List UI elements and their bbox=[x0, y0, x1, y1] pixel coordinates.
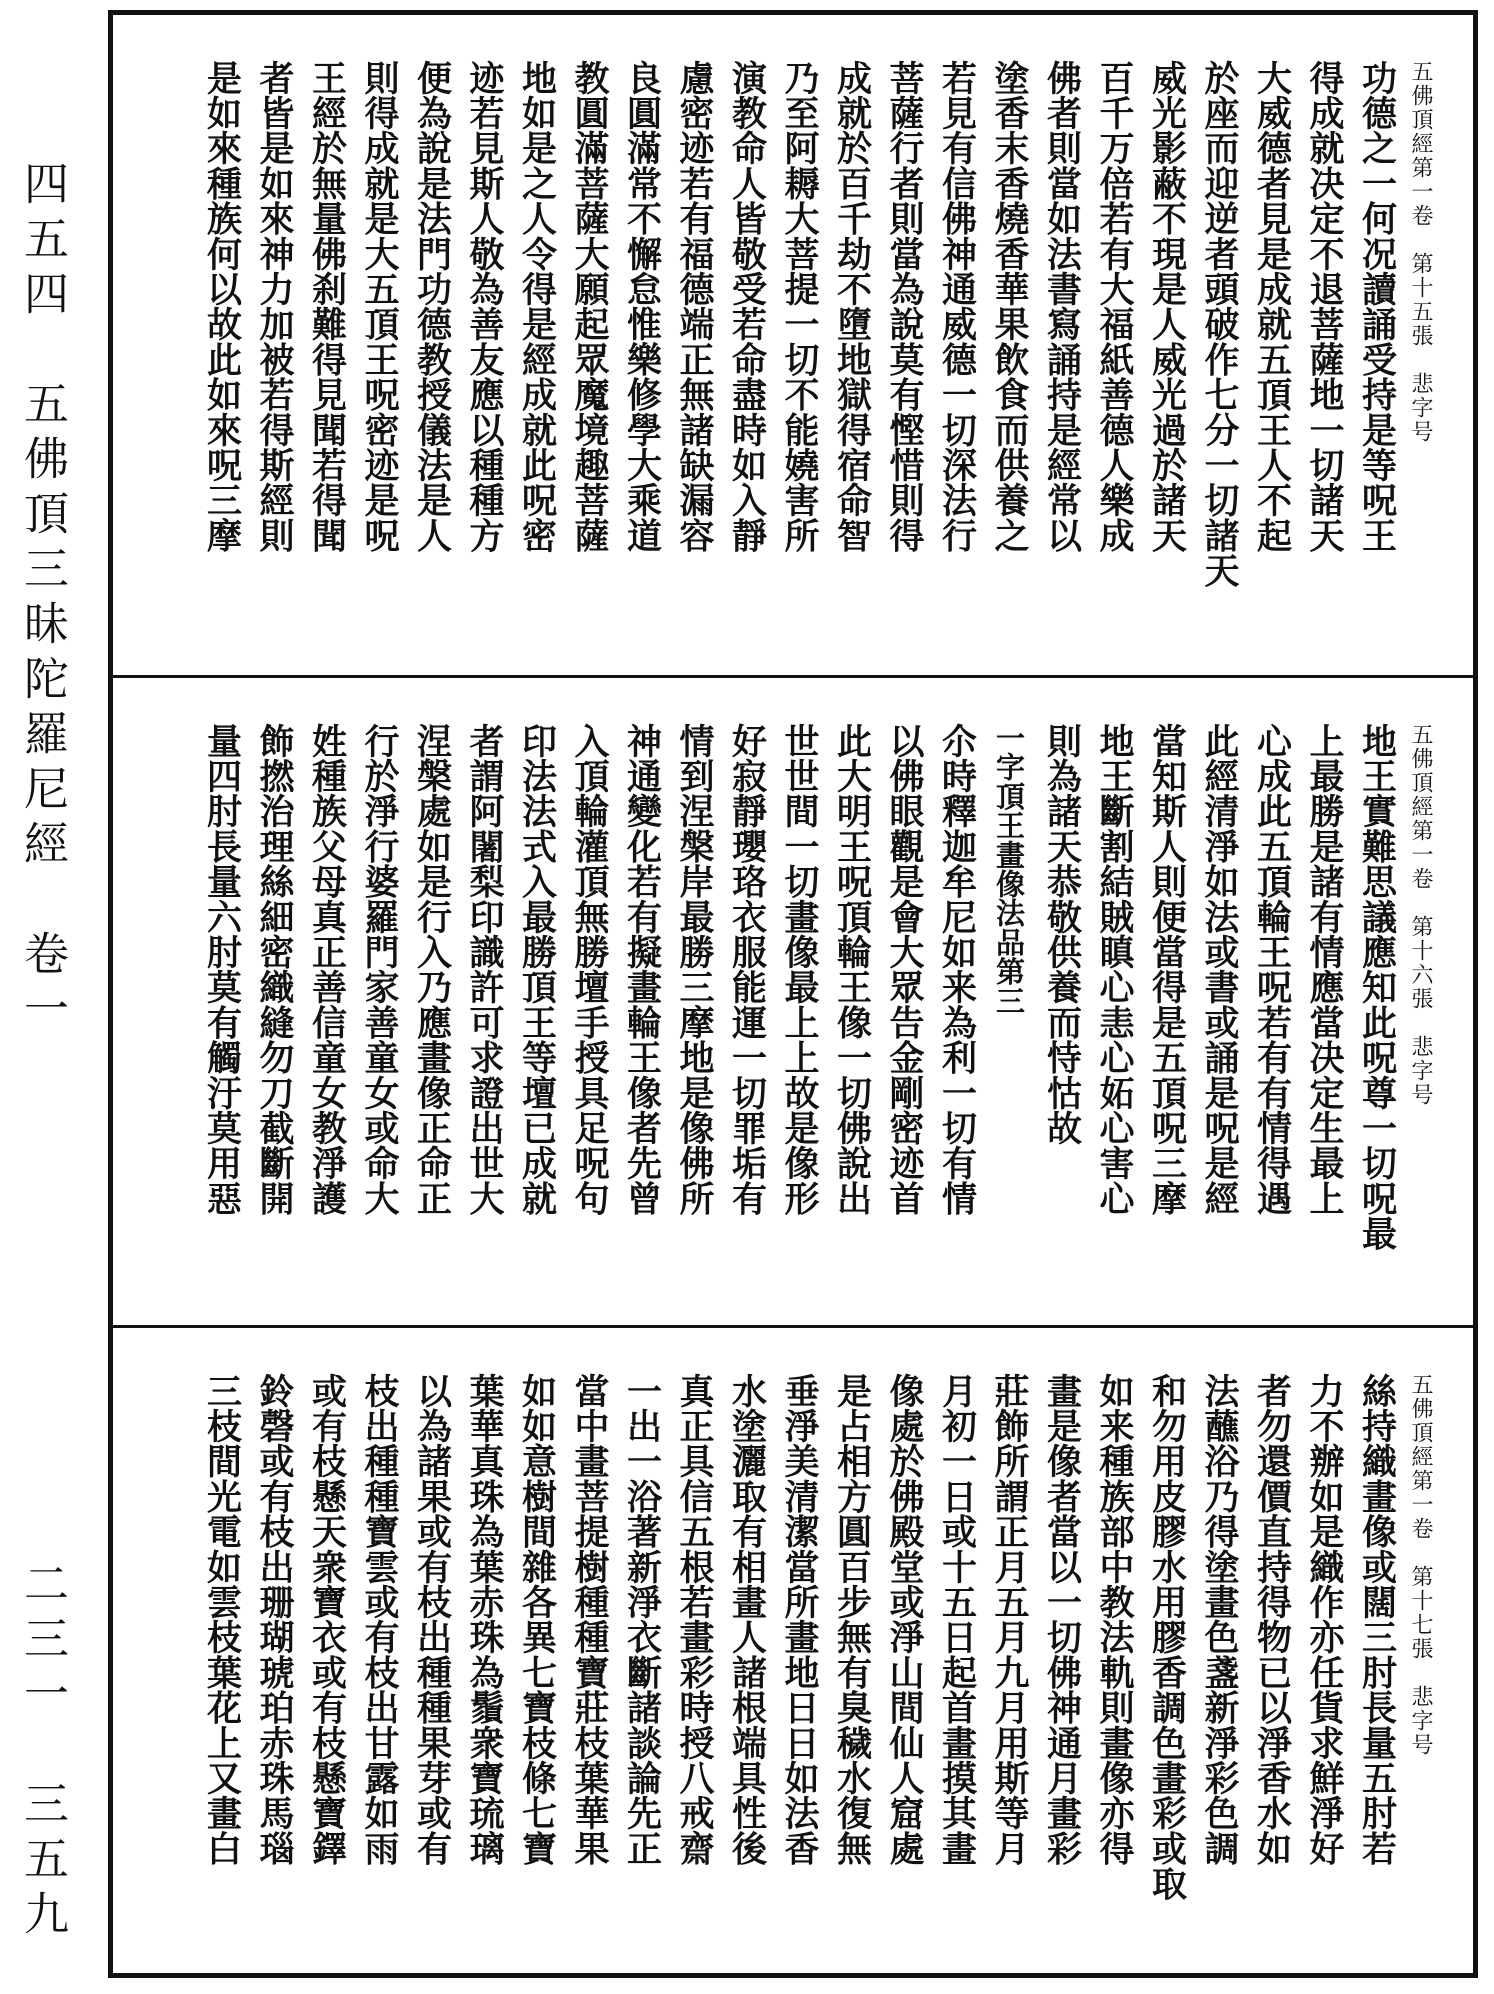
text-column: 葉華真珠為葉赤珠為鬚衆寶琉璃 bbox=[464, 1373, 505, 1866]
text-column: 教圓滿菩薩大願起眾魔境趣菩薩 bbox=[569, 60, 610, 553]
text-column: 地王斷割結賊瞋心恚心妬心害心 bbox=[1094, 723, 1135, 1216]
text-column: 便為說是法門功德教授儀法是人 bbox=[411, 60, 453, 553]
text-column: 則為諸天恭敬供養而恃怙故 bbox=[1041, 723, 1083, 1146]
text-column: 真正具信五根若畫彩時授八戒齋 bbox=[674, 1373, 715, 1866]
text-column: 乃至阿耨大菩提一切不能嬈害所 bbox=[779, 60, 820, 553]
text-column: 絲持織畫像或闊三肘長量五肘若 bbox=[1356, 1373, 1398, 1866]
text-column: 或有枝懸天衆寶衣或有枝懸寶鐸 bbox=[306, 1373, 348, 1866]
register-3 bbox=[113, 1325, 1473, 1973]
text-column: 印法法式入最勝頂王等壇已成就 bbox=[516, 723, 558, 1216]
text-column: 塗香末香燒香華果飲食而供養之 bbox=[989, 60, 1030, 553]
text-column: 好寂靜瓔珞衣服能運一切罪垢有 bbox=[726, 723, 768, 1216]
text-column: 慮密迹若有福德端正無諸缺漏容 bbox=[674, 60, 715, 553]
text-column: 莊飾所謂正月五月九月用斯等月 bbox=[989, 1373, 1030, 1866]
text-column: 於座而迎逆者頭破作七分一切諸天 bbox=[1199, 60, 1240, 588]
margin-page-number: 二三一 三五九 bbox=[16, 1560, 69, 1945]
register-2 bbox=[113, 675, 1473, 1325]
text-column: 者勿還價直持得物已以淨香水如 bbox=[1251, 1373, 1293, 1866]
text-column: 水塗灑取有相畫人諸根端具性後 bbox=[726, 1373, 768, 1866]
text-column: 三枝間光電如雲枝葉花上又畫白 bbox=[201, 1373, 243, 1866]
text-column: 是占相方圓百步無有臭穢水復無 bbox=[831, 1373, 873, 1866]
text-column: 如来種族部中教法軌則畫像亦得 bbox=[1094, 1373, 1135, 1866]
text-column: 者謂阿闍梨印識許可求證出世大 bbox=[464, 723, 505, 1216]
margin-title: 四五四 五佛頂三昧陀羅尼經 卷一 bbox=[16, 160, 69, 1040]
text-column: 涅槃處如是行入乃應畫像正命正 bbox=[411, 723, 453, 1216]
text-column: 當知斯人則便當得是五頂呪三摩 bbox=[1146, 723, 1188, 1216]
register-1-columns bbox=[198, 60, 1436, 655]
text-column: 成就於百千劫不墮地獄得宿命智 bbox=[831, 60, 873, 553]
text-column: 百千万倍若有大福紙善德人樂成 bbox=[1094, 60, 1135, 553]
register-3-columns bbox=[198, 1373, 1436, 1953]
text-column: 王經於無量佛刹難得見聞若得聞 bbox=[306, 60, 348, 553]
text-column: 如如意樹間雜各異七寶枝條七寶 bbox=[516, 1373, 558, 1866]
text-column: 心成此五頂輪王呪若有有情得遇 bbox=[1251, 723, 1293, 1216]
text-column: 此大明王呪頂輪王像一切佛說出 bbox=[831, 723, 873, 1216]
text-column: 像處於佛殿堂或淨山間仙人窟處 bbox=[884, 1373, 925, 1866]
text-column: 入頂輪灌頂無勝壇手授具足呪句 bbox=[569, 723, 610, 1216]
text-column: 此經清淨如法或書或誦是呪是經 bbox=[1199, 723, 1240, 1216]
text-column: 飾撚治理絲細密織縫勿刀截斷開 bbox=[254, 723, 295, 1216]
text-column: 行於淨行婆羅門家善童女或命大 bbox=[359, 723, 400, 1216]
text-column: 枝出種種寶雲或有枝出甘露如雨 bbox=[359, 1373, 400, 1866]
text-column: 以佛眼觀是會大眾告金剛密迹首 bbox=[884, 723, 925, 1216]
register-1 bbox=[113, 15, 1473, 675]
text-column: 良圓滿常不懈怠惟樂修學大乘道 bbox=[621, 60, 663, 553]
text-column: 當中畫菩提樹種種寶莊枝葉華果 bbox=[569, 1373, 610, 1866]
text-column: 得成就决定不退菩薩地一切諸天 bbox=[1304, 60, 1345, 553]
text-column: 尒時釋迦牟尼如来為利一切有情 bbox=[936, 723, 978, 1216]
register-2-columns bbox=[198, 723, 1436, 1305]
page-note: 五佛頂經第一卷 第十七張 悲字号 bbox=[1408, 1373, 1433, 1757]
text-column: 和勿用皮膠水用膠香調色畫彩或取 bbox=[1146, 1373, 1188, 1901]
text-column: 地王實難思議應知此呪尊一切呪最 bbox=[1356, 723, 1398, 1251]
text-column: 威光影蔽不現是人威光過於諸天 bbox=[1146, 60, 1188, 553]
text-column: 若見有信佛神通威德一切深法行 bbox=[936, 60, 978, 553]
text-column: 鈴磬或有枝出珊瑚琥珀赤珠馬瑙 bbox=[254, 1373, 295, 1866]
text-column: 情到涅槃岸最勝三摩地是像佛所 bbox=[674, 723, 715, 1216]
text-column: 迹若見斯人敬為善友應以種種方 bbox=[464, 60, 505, 553]
text-column: 以為諸果或有枝出種種果芽或有 bbox=[411, 1373, 453, 1866]
text-column: 姓種族父母真正善信童女教淨護 bbox=[306, 723, 348, 1216]
text-column: 上最勝是諸有情應當决定生最上 bbox=[1304, 723, 1345, 1216]
text-column: 力不辦如是織作亦任貨求鮮淨好 bbox=[1304, 1373, 1345, 1866]
text-column: 垂淨美清潔當所畫地日日如法香 bbox=[779, 1373, 820, 1866]
text-column: 法蘸浴乃得塗畫色盞新淨彩色調 bbox=[1199, 1373, 1240, 1866]
text-column: 則得成就是大五頂王呪密迹是呪 bbox=[359, 60, 400, 553]
page-note: 五佛頂經第一卷 第十五張 悲字号 bbox=[1408, 60, 1433, 444]
text-column: 畫是像者當以一切佛神通月畫彩 bbox=[1041, 1373, 1083, 1866]
text-column: 地如是之人令得是經成就此呪密 bbox=[516, 60, 558, 553]
text-column: 月初一日或十五日起首畫摸其畫 bbox=[936, 1373, 978, 1866]
text-column: 是如來種族何以故此如來呪三摩 bbox=[201, 60, 243, 553]
text-column: 量四肘長量六肘莫有觸汙莫用惡 bbox=[201, 723, 243, 1216]
text-column: 者皆是如來神力加被若得斯經則 bbox=[254, 60, 295, 553]
page-margin bbox=[0, 0, 100, 1994]
text-column: 菩薩行者則當為說莫有慳惜則得 bbox=[884, 60, 925, 553]
text-column: 世世間一切畫像最上上故是像形 bbox=[779, 723, 820, 1216]
text-column: 佛者則當如法書寫誦持是經常以 bbox=[1041, 60, 1083, 553]
text-column: 一字頂王畫像法品第三 bbox=[992, 723, 1026, 1015]
text-column: 一出一浴著新淨衣斷諸談論先正 bbox=[621, 1373, 663, 1866]
text-frame bbox=[108, 10, 1478, 1978]
text-column: 演教命人皆敬受若命盡時如入靜 bbox=[726, 60, 768, 553]
text-column: 大威德者見是成就五頂王人不起 bbox=[1251, 60, 1293, 553]
text-column: 功德之一何况讀誦受持是等呪王 bbox=[1356, 60, 1398, 553]
page-note: 五佛頂經第一卷 第十六張 悲字号 bbox=[1408, 723, 1433, 1107]
text-column: 神通變化若有擬畫輪王像者先曾 bbox=[621, 723, 663, 1216]
